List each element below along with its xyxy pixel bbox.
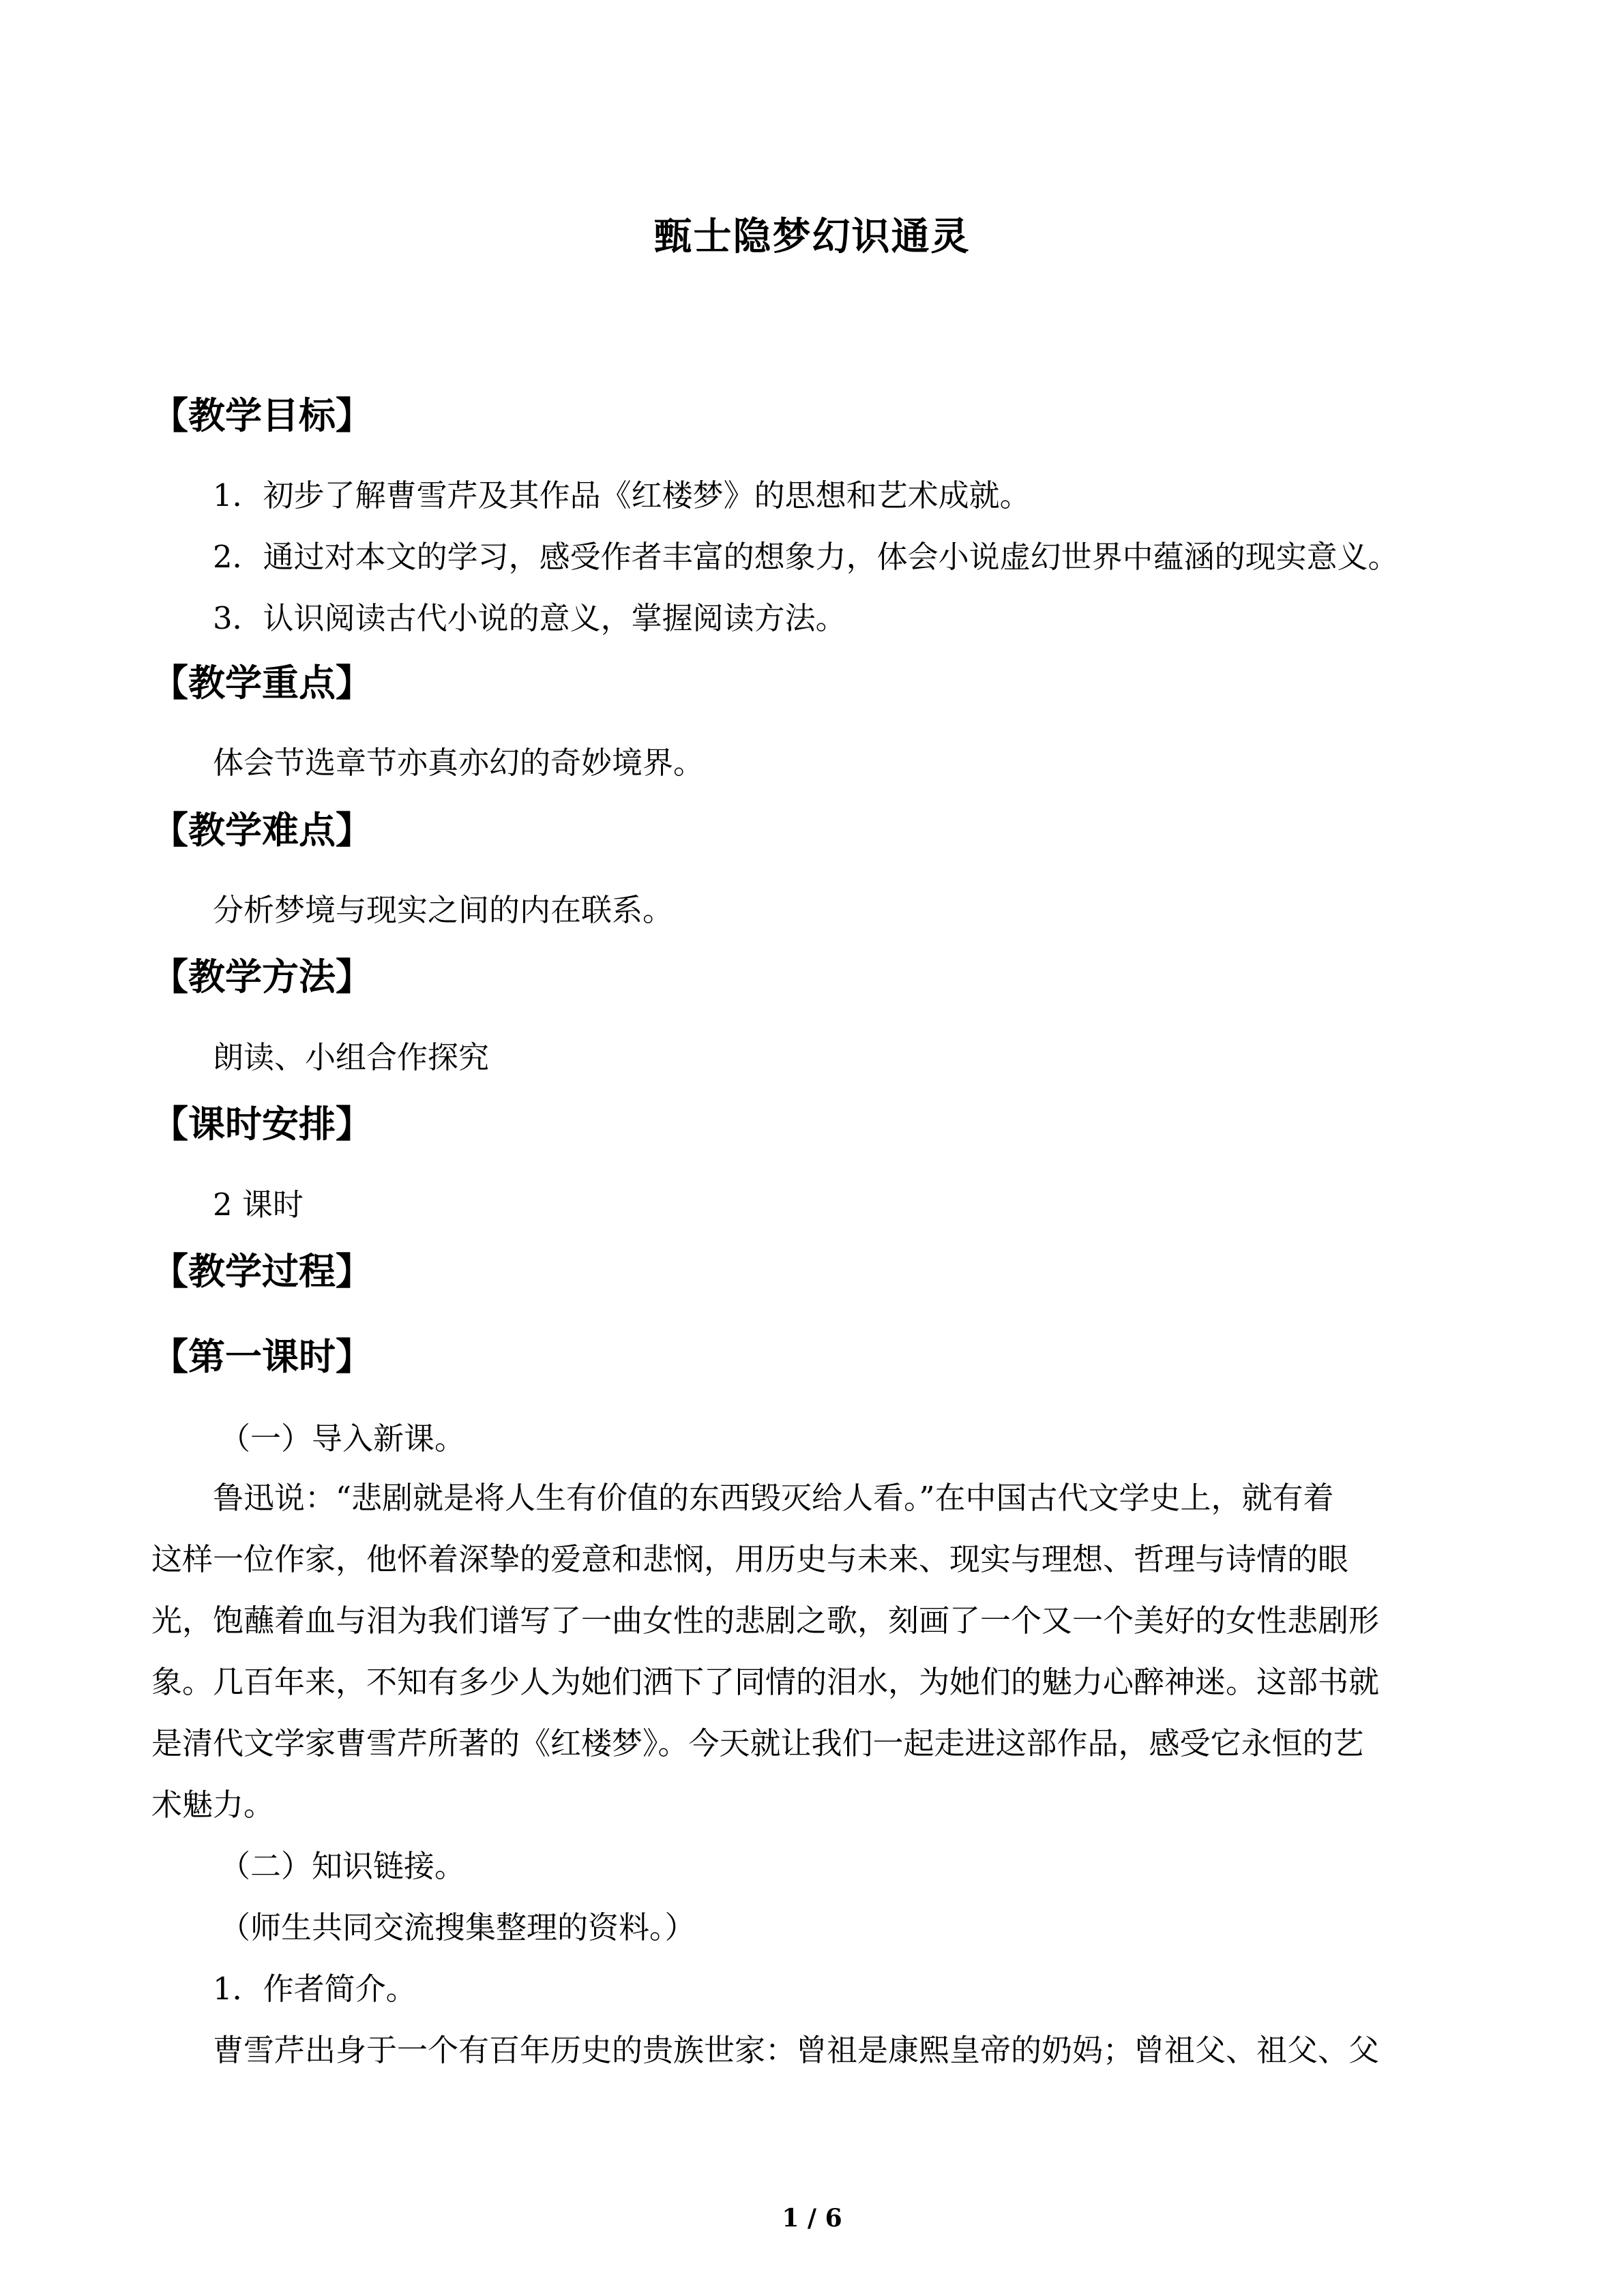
heading-schedule: 【课时安排】 xyxy=(151,1103,372,1146)
intro-line-6: 术魅力。 xyxy=(151,1787,275,1823)
key-points-text: 体会节选章节亦真亦幻的奇妙境界。 xyxy=(213,745,705,781)
step-1-heading: （一）导入新课。 xyxy=(220,1420,466,1457)
heading-lesson-1: 【第一课时】 xyxy=(151,1335,372,1378)
heading-methods: 【教学方法】 xyxy=(151,955,372,998)
heading-teaching-goals: 【教学目标】 xyxy=(151,394,372,437)
intro-line-5: 是清代文学家曹雪芹所著的《红楼梦》。今天就让我们一起走进这部作品，感受它永恒的艺 xyxy=(151,1725,1364,1761)
goal-item-3: 3．认识阅读古代小说的意义，掌握阅读方法。 xyxy=(213,600,846,636)
schedule-text: 2 课时 xyxy=(213,1187,304,1223)
author-text: 曹雪芹出身于一个有百年历史的贵族世家：曾祖是康熙皇帝的奶妈；曾祖父、祖父、父 xyxy=(213,2032,1380,2068)
heading-process: 【教学过程】 xyxy=(151,1250,372,1293)
author-heading: 1．作者简介。 xyxy=(213,1971,417,2007)
page-number: 1 / 6 xyxy=(782,2204,842,2233)
intro-line-3: 光，饱蘸着血与泪为我们谱写了一曲女性的悲剧之歌，刻画了一个又一个美好的女性悲剧形 xyxy=(151,1602,1380,1639)
intro-line-1: 鲁迅说：“悲剧就是将人生有价值的东西毁灭给人看。”在中国古代文学史上，就有着 xyxy=(213,1480,1334,1516)
heading-key-points: 【教学重点】 xyxy=(151,661,372,704)
goal-item-2: 2．通过对本文的学习，感受作者丰富的想象力，体会小说虚幻世界中蕴涵的现实意义。 xyxy=(213,539,1399,575)
goal-item-1: 1．初步了解曹雪芹及其作品《红楼梦》的思想和艺术成就。 xyxy=(213,477,1031,513)
step-2-heading: （二）知识链接。 xyxy=(220,1848,466,1884)
intro-line-4: 象。几百年来，不知有多少人为她们洒下了同情的泪水，为她们的魅力心醉神迷。这部书就 xyxy=(151,1664,1380,1700)
step-2-note: （师生共同交流搜集整理的资料。） xyxy=(220,1909,696,1945)
document-title: 甄士隐梦幻识通灵 xyxy=(653,215,971,259)
methods-text: 朗读、小组合作探究 xyxy=(213,1039,490,1075)
intro-line-2: 这样一位作家，他怀着深挚的爱意和悲悯，用历史与未来、现实与理想、哲理与诗情的眼 xyxy=(151,1541,1349,1577)
difficulties-text: 分析梦境与现实之间的内在联系。 xyxy=(213,892,674,928)
heading-difficulties: 【教学难点】 xyxy=(151,809,372,852)
